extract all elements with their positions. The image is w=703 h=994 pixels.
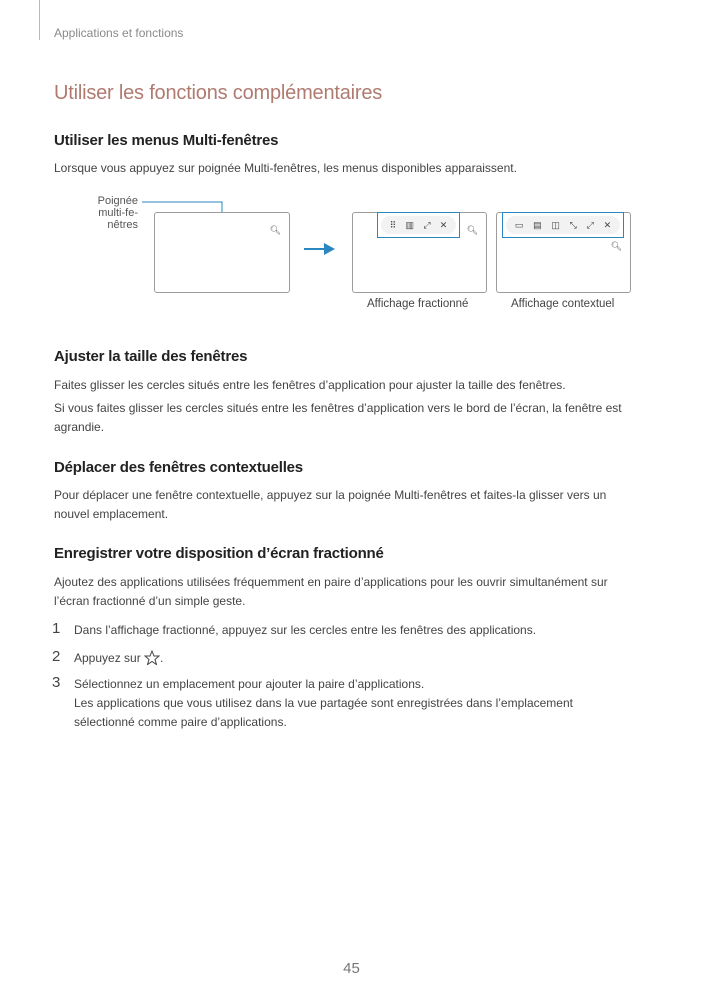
step-text-after: . [160,651,164,665]
step-text [74,649,654,668]
page-title: Utiliser les fonctions complémentaires [54,82,383,104]
margin-rule [39,0,40,40]
close-icon[interactable]: ✕ [439,219,448,230]
grid-icon[interactable]: ⠿ [389,219,397,230]
step-number: 2 [52,648,61,665]
section-heading-multi-menus: Utiliser les menus Multi-fenêtres [54,132,279,149]
step-text: Sélectionnez un emplacement pour ajouter la paire d’applications. [74,677,425,691]
search-icon: 🔍︎ [269,225,281,235]
window-icon[interactable]: ▭ [514,219,524,230]
section-heading-resize: Ajuster la taille des fenêtres [54,348,248,365]
phone-before [154,212,290,293]
split-toolbar[interactable] [381,216,456,234]
search-icon: 🔍︎ [610,241,622,251]
minimize-icon[interactable]: ⤡ [569,219,577,230]
section-heading-move: Déplacer des fenêtres contextuelles [54,459,303,476]
step-text: Dans l’affichage fractionné, appuyez sur les cercles entre les fenêtres des applications. [74,623,537,637]
popup-toolbar[interactable] [506,216,620,234]
section-heading-save: Enregistrer votre disposition d’écran fractionné [54,545,384,562]
section-body-multi-menus: Lorsque vous appuyez sur poignée Multi-fenêtres, les menus disponibles apparaissent. [54,161,517,175]
running-head: Applications et fonctions [54,26,184,40]
split-toolbar-highlight [377,212,460,238]
section-body-resize-1: Faites glisser les cercles situés entre les fenêtres d’application pour ajuster la taille des fenêtres. [54,378,566,392]
section-body-resize-2: Si vous faites glisser les cercles situés entre les fenêtres d’application vers le bord de l’écran, la fenêtre est agrandie. [54,401,622,434]
step-text-detail: Les applications que vous utilisez dans la vue partagée sont enregistrées dans l’emplacement sélectionné comme paire d’applications. [74,696,573,729]
step-number: 1 [52,620,61,637]
expand-icon[interactable]: ⤢ [423,219,431,230]
split-icon[interactable]: ▤ [533,219,542,230]
expand-icon[interactable]: ⤢ [586,219,594,230]
page-number: 45 [343,960,360,977]
step-text-before: Appuyez sur [74,651,141,665]
handle-label: Poignée multi-fe-nêtres [97,195,138,231]
step-number: 3 [52,674,61,691]
section-body-move: Pour déplacer une fenêtre contextuelle, appuyez sur la poignée Multi-fenêtres et faites-la glisser vers un nouvel emplacement. [54,488,607,521]
layers-icon[interactable]: ◫ [551,219,560,230]
search-icon: 🔍︎ [466,225,478,235]
close-icon[interactable]: ✕ [603,219,612,230]
arrow-right-icon [304,242,336,256]
multi-window-figure [0,190,703,320]
section-body-save: Ajoutez des applications utilisées fréquemment en paire d’applications pour les ouvrir simultanément sur l’écran fractionné d’un simple geste. [54,575,608,608]
caption-popup: Affichage contextuel [511,298,615,310]
star-icon [144,650,160,665]
split-icon[interactable]: ▥ [405,219,415,230]
caption-split: Affichage fractionné [367,298,469,310]
popup-toolbar-highlight [502,212,624,238]
